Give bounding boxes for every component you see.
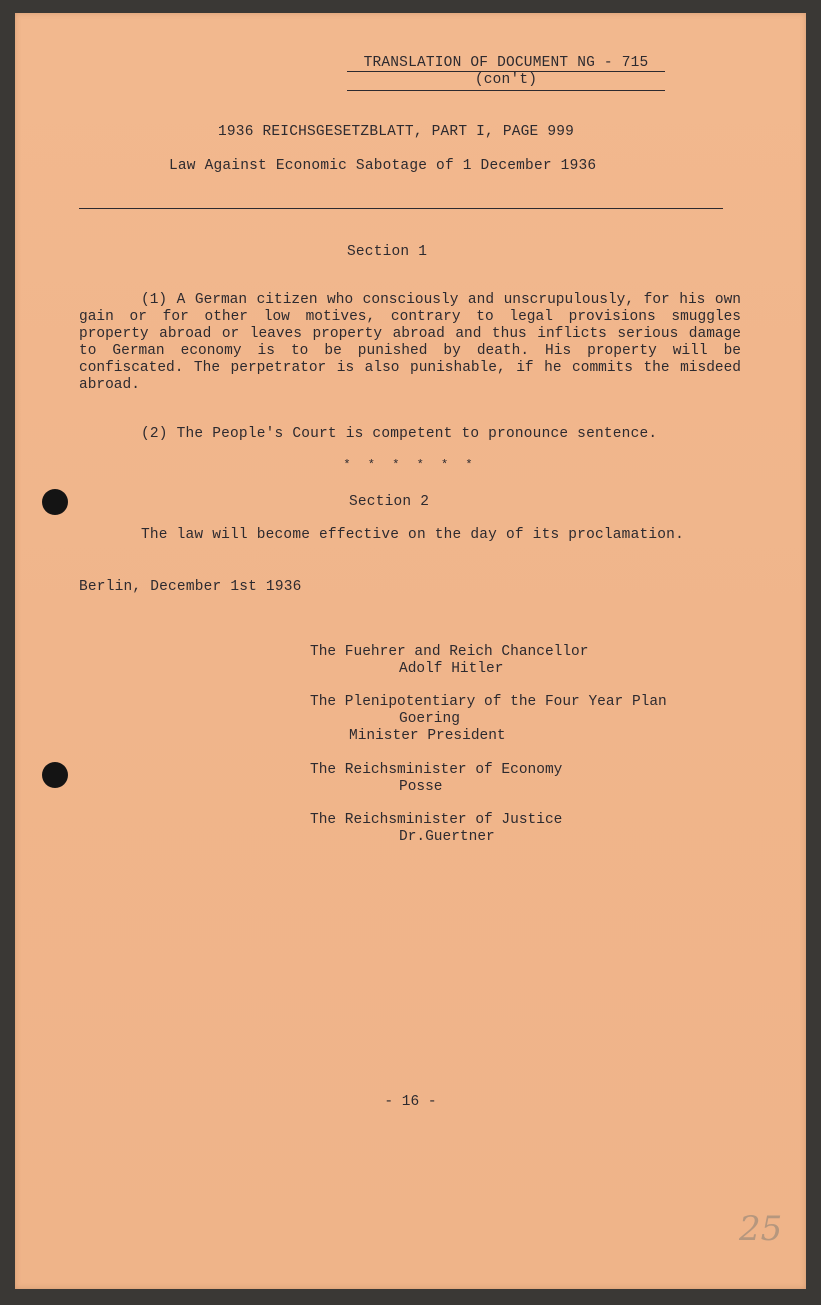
law-title: Law Against Economic Sabotage of 1 December 1936 — [169, 158, 597, 174]
punch-hole-lower — [42, 762, 68, 788]
translation-line: TRANSLATION OF DOCUMENT NG - 715 — [363, 55, 649, 71]
document-page — [15, 13, 806, 1289]
signatory-name: Posse — [399, 779, 443, 795]
section1-paragraph2: (2) The People's Court is competent to pronounce sentence. — [141, 426, 658, 442]
place-date: Berlin, December 1st 1936 — [79, 579, 302, 595]
signatory-name: Adolf Hitler — [399, 661, 504, 677]
header-underline-top — [347, 71, 665, 72]
punch-hole-upper — [42, 489, 68, 515]
section2-heading: Section 2 — [349, 494, 430, 510]
document-header — [347, 55, 665, 89]
page-number: - 16 - — [384, 1094, 437, 1110]
signatory-name: Dr.Guertner — [399, 829, 495, 845]
signatory-4 — [310, 812, 750, 846]
section1-heading: Section 1 — [347, 244, 428, 260]
signatory-3 — [310, 762, 750, 796]
signatory-title: The Fuehrer and Reich Chancellor — [310, 644, 589, 660]
handwritten-page-number: 25 — [739, 1209, 783, 1249]
signatory-name: Goering — [399, 711, 460, 727]
separator-stars: * * * * * * — [343, 458, 478, 472]
header-underline-bottom — [347, 90, 665, 91]
signatory-title: The Reichsminister of Economy — [310, 762, 563, 778]
signatory-title: The Plenipotentiary of the Four Year Plan — [310, 694, 667, 710]
source-line: 1936 REICHSGESETZBLATT, PART I, PAGE 999 — [218, 124, 575, 140]
section1-paragraph1: (1) A German citizen who consciously and unscrupulously, for his own gain or for other low motives, contrary to legal provisions smuggles property abroad or leaves property abroad and thus inflicts serious damage to German economy is to be punished by death. His property will be confiscated. The perpetrator is also punishable, if he commits the misdeed abroad. — [79, 292, 741, 393]
signatory-title: The Reichsminister of Justice — [310, 812, 563, 828]
signatory-1 — [310, 644, 750, 678]
signatory-2 — [310, 694, 750, 745]
cont-line: (con't) — [474, 72, 538, 88]
title-divider — [79, 208, 723, 209]
section2-paragraph: The law will become effective on the day of its proclamation. — [141, 527, 684, 543]
signatory-extra: Minister President — [349, 728, 506, 744]
